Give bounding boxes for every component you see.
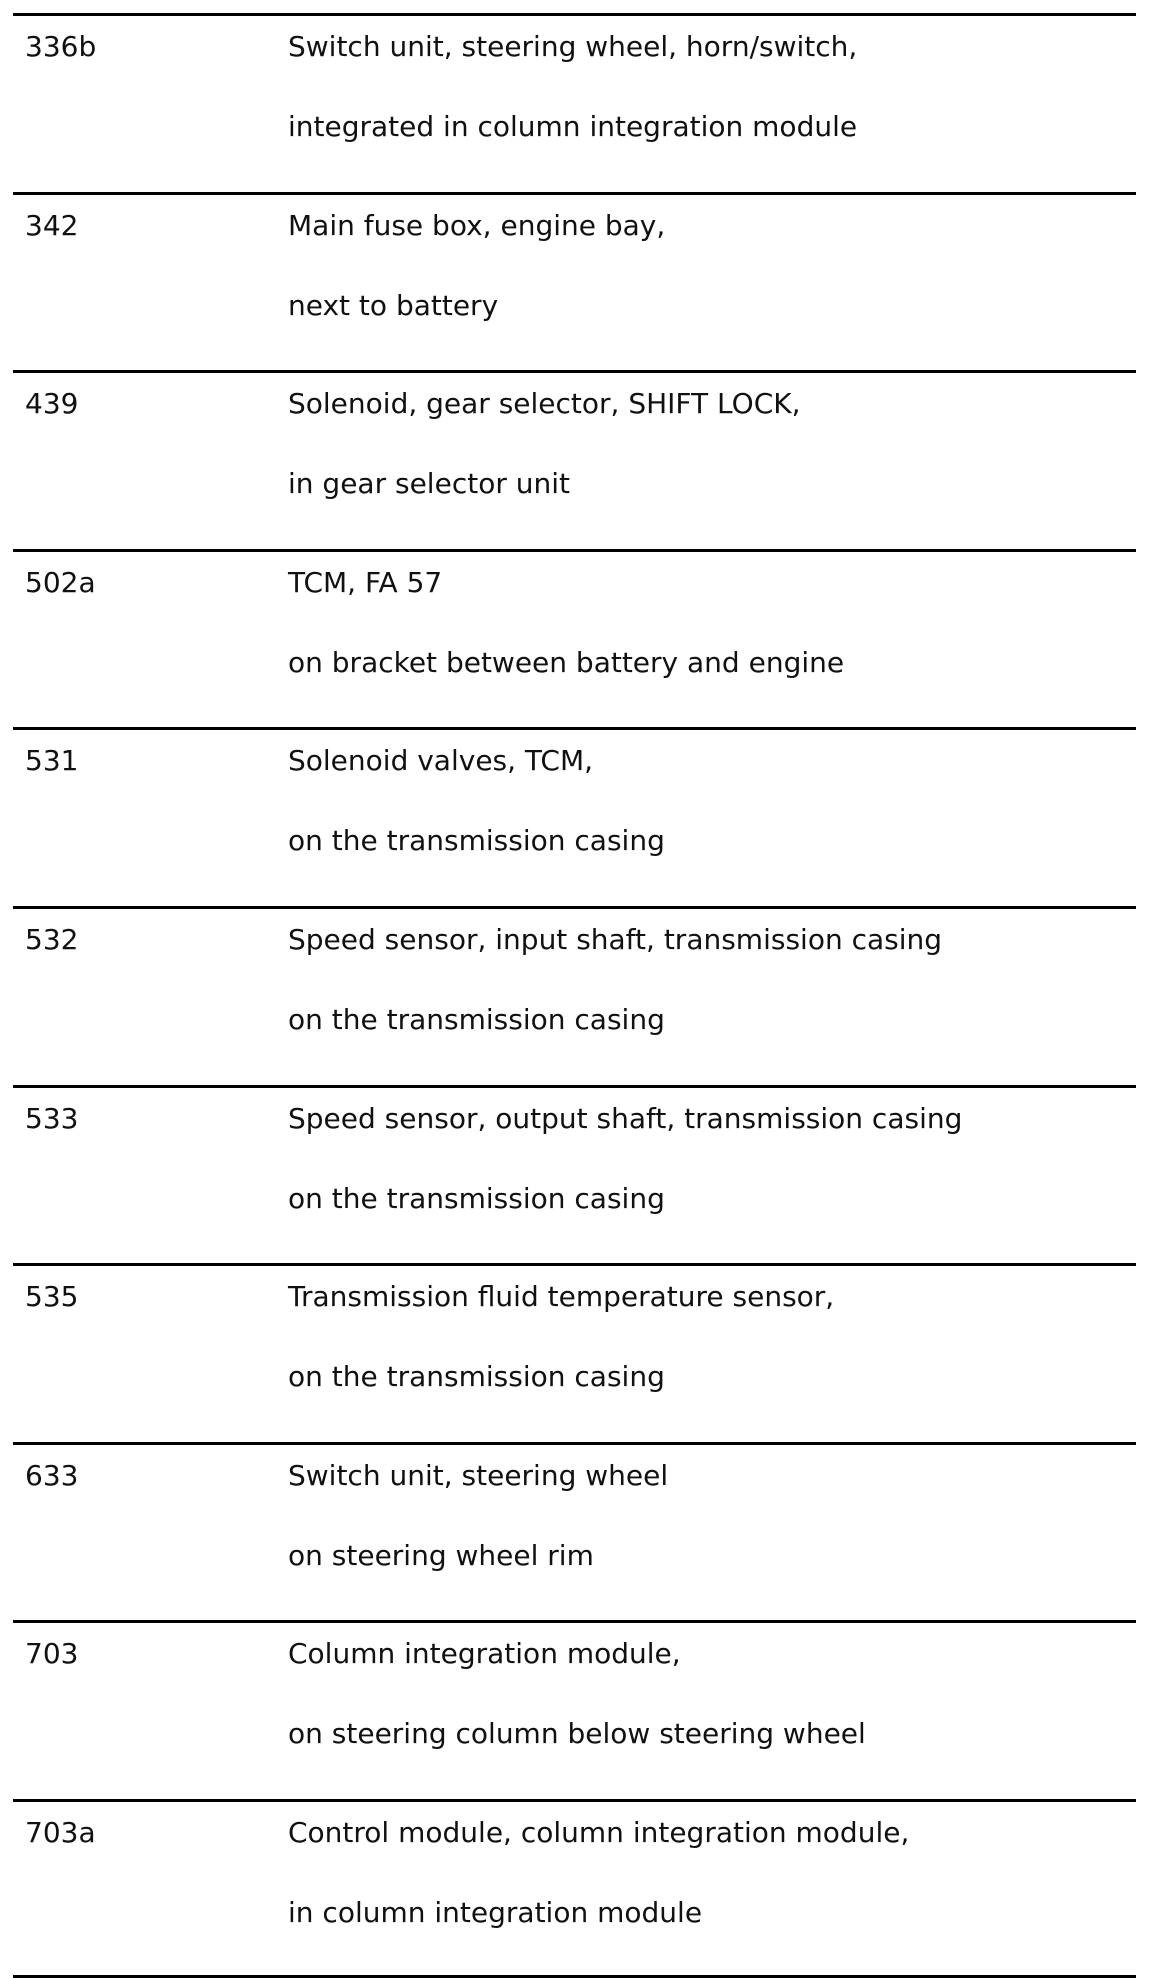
component-name: Column integration module, <box>288 1637 681 1671</box>
table-row <box>13 1085 1136 1264</box>
component-location: on the transmission casing <box>288 1002 665 1036</box>
table-row <box>13 1799 1136 1978</box>
component-name: Solenoid, gear selector, SHIFT LOCK, <box>288 387 801 421</box>
component-name: TCM, FA 57 <box>288 565 443 599</box>
component-code: 532 <box>25 922 79 956</box>
component-location: in column integration module <box>288 1895 703 1929</box>
component-location: in gear selector unit <box>288 467 570 501</box>
component-name: Speed sensor, output shaft, transmission casing <box>288 1101 963 1135</box>
component-code: 703a <box>25 1815 96 1849</box>
component-location: on steering wheel rim <box>288 1538 594 1572</box>
component-location: next to battery <box>288 288 499 322</box>
component-code: 703 <box>25 1637 79 1671</box>
table-row <box>13 370 1136 549</box>
table-row <box>13 549 1136 728</box>
component-code: 633 <box>25 1458 79 1492</box>
component-name: Switch unit, steering wheel <box>288 1458 669 1492</box>
component-code: 502a <box>25 565 96 599</box>
component-name: Speed sensor, input shaft, transmission casing <box>288 922 943 956</box>
component-name: Transmission fluid temperature sensor, <box>288 1280 835 1314</box>
component-code: 336b <box>25 30 97 63</box>
component-code: 439 <box>25 387 79 421</box>
table-row <box>13 906 1136 1085</box>
component-location: on bracket between battery and engine <box>288 645 845 679</box>
component-code: 535 <box>25 1280 79 1314</box>
components-table <box>13 13 1136 1978</box>
component-code: 531 <box>25 744 79 778</box>
component-location: on the transmission casing <box>288 1181 665 1215</box>
component-name: Solenoid valves, TCM, <box>288 744 594 778</box>
component-location: on the transmission casing <box>288 824 665 858</box>
component-location: on steering column below steering wheel <box>288 1717 866 1751</box>
component-code: 342 <box>25 208 79 242</box>
component-location: integrated in column integration module <box>288 110 858 143</box>
table-row <box>13 192 1136 371</box>
component-name: Switch unit, steering wheel, horn/switch, <box>288 30 858 63</box>
table-row <box>13 727 1136 906</box>
table-row <box>13 1620 1136 1799</box>
component-code: 533 <box>25 1101 79 1135</box>
component-location: on the transmission casing <box>288 1360 665 1394</box>
component-name: Main fuse box, engine bay, <box>288 208 666 242</box>
table-row <box>13 1442 1136 1621</box>
table-row <box>13 13 1136 192</box>
component-name: Control module, column integration module, <box>288 1815 910 1849</box>
table-row <box>13 1263 1136 1442</box>
